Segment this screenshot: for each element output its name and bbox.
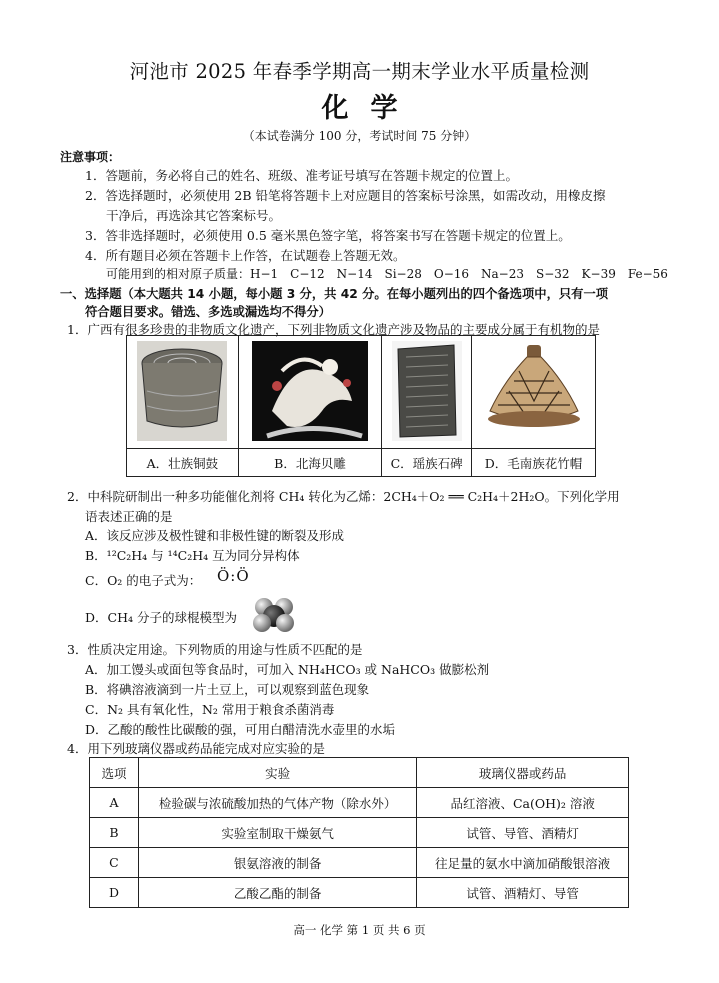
notice-item: 4．所有题目必须在答题卡上作答，在试题卷上答题无效。: [85, 248, 406, 263]
reagent-cell: 品红溶液、Ca(OH)₂ 溶液: [417, 788, 629, 818]
bronze-drum-photo: [137, 341, 227, 441]
q1-image-table: [126, 335, 596, 477]
shell-carving-photo: [252, 341, 368, 441]
q3-option-d: D．乙酸的酸性比碳酸的强，可用白醋清洗水壶里的水垢: [85, 722, 396, 737]
column-header: 选项: [90, 758, 139, 788]
column-header: 实验: [138, 758, 416, 788]
notice-item: 干净后，再选涂其它答案标号。: [106, 208, 282, 223]
subject-title: 化学: [321, 93, 420, 124]
option-cell: C: [90, 848, 139, 878]
q2-stem-cont: 语表述正确的是: [85, 509, 173, 524]
q2-option-c: C．O₂ 的电子式为：: [85, 573, 202, 588]
section-heading-cont: 符合题目要求。错选、多选或漏选均不得分）: [85, 305, 331, 319]
notice-item: 1．答题前，务必将自己的姓名、班级、准考证号填写在答题卡规定的位置上。: [85, 168, 518, 183]
q3-option-a: A．加工馒头或面包等食品时，可加入 NH₄HCO₃ 或 NaHCO₃ 做膨松剂: [85, 662, 490, 677]
q1-option-d: D．毛南族花竹帽: [472, 449, 596, 477]
reagent-cell: 试管、酒精灯、导管: [417, 878, 629, 908]
q1-stem: 1．广西有很多珍贵的非物质文化遗产，下列非物质文化遗产涉及物品的主要成分属于有机物的是: [67, 322, 600, 337]
q2-option-d: D．CH₄ 分子的球棍模型为: [85, 610, 237, 625]
option-cell: A: [90, 788, 139, 818]
q2-option-b: B．¹²C₂H₄ 与 ¹⁴C₂H₄ 互为同分异构体: [85, 548, 300, 563]
option-cell: B: [90, 818, 139, 848]
table-row: [90, 788, 629, 818]
bronze-drum-cell: [127, 336, 239, 449]
q1-option-b: B．北海贝雕: [238, 449, 382, 477]
q4-table: [89, 757, 629, 908]
section-heading: 一、选择题（本大题共 14 小题，每小题 3 分，共 42 分。在每小题列出的四个备选项中，只有一项: [60, 287, 609, 301]
q3-option-b: B．将碘溶液滴到一片土豆上，可以观察到蓝色现象: [85, 682, 370, 697]
q3-stem: 3．性质决定用途。下列物质的用途与性质不匹配的是: [67, 642, 363, 657]
o2-electron-formula: Ö:Ö: [217, 567, 250, 585]
q1-option-a: A．壮族铜鼓: [127, 449, 239, 477]
experiment-cell: 银氨溶液的制备: [138, 848, 416, 878]
page-footer: 高一 化学 第 1 页 共 6 页: [293, 923, 426, 937]
ch4-ball-stick-model: [252, 595, 296, 635]
experiment-cell: 实验室制取干燥氨气: [138, 818, 416, 848]
shell-carving-cell: [238, 336, 382, 449]
exam-title: 河池市 2025 年春季学期高一期末学业水平质量检测: [129, 60, 590, 83]
q2-stem: 2．中科院研制出一种多功能催化剂将 CH₄ 转化为乙烯：2CH₄＋O₂ ══ C₂H₄＋2H₂O。下列化学用: [67, 489, 620, 504]
reagent-cell: 试管、导管、酒精灯: [417, 818, 629, 848]
notice-heading: 注意事项：: [60, 150, 121, 164]
notice-item: 3．答非选择题时，必须使用 0.5 毫米黑色签字笔，将答案书写在答题卡规定的位置上。: [85, 228, 571, 243]
table-row: [90, 818, 629, 848]
experiment-cell: 乙酸乙酯的制备: [138, 878, 416, 908]
table-row: [90, 878, 629, 908]
notice-item: 2．答选择题时，必须使用 2B 铅笔将答题卡上对应题目的答案标号涂黑，如需改动，用橡皮擦: [85, 188, 606, 203]
q1-option-c: C．瑶族石碑: [382, 449, 472, 477]
option-cell: D: [90, 878, 139, 908]
bamboo-hat-cell: [472, 336, 596, 449]
experiment-cell: 检验碳与浓硫酸加热的气体产物（除水外）: [138, 788, 416, 818]
table-row: [90, 848, 629, 878]
exam-note: （本试卷满分 100 分，考试时间 75 分钟）: [242, 129, 477, 143]
stone-tablet-cell: [382, 336, 472, 449]
q4-stem: 4．用下列玻璃仪器或药品能完成对应实验的是: [67, 741, 325, 756]
q3-option-c: C．N₂ 具有氧化性，N₂ 常用于粮食杀菌消毒: [85, 702, 335, 717]
bamboo-hat-photo: [484, 341, 584, 441]
column-header: 玻璃仪器或药品: [417, 758, 629, 788]
stone-tablet-photo: [392, 341, 462, 441]
q2-option-a: A．该反应涉及极性键和非极性键的断裂及形成: [85, 528, 345, 543]
table-header-row: [90, 758, 629, 788]
atomic-masses: 可能用到的相对原子质量：H−1 C−12 N−14 Si−28 O−16 Na−23 S−32 K−39 Fe−56: [106, 267, 668, 281]
reagent-cell: 往足量的氨水中滴加硝酸银溶液: [417, 848, 629, 878]
